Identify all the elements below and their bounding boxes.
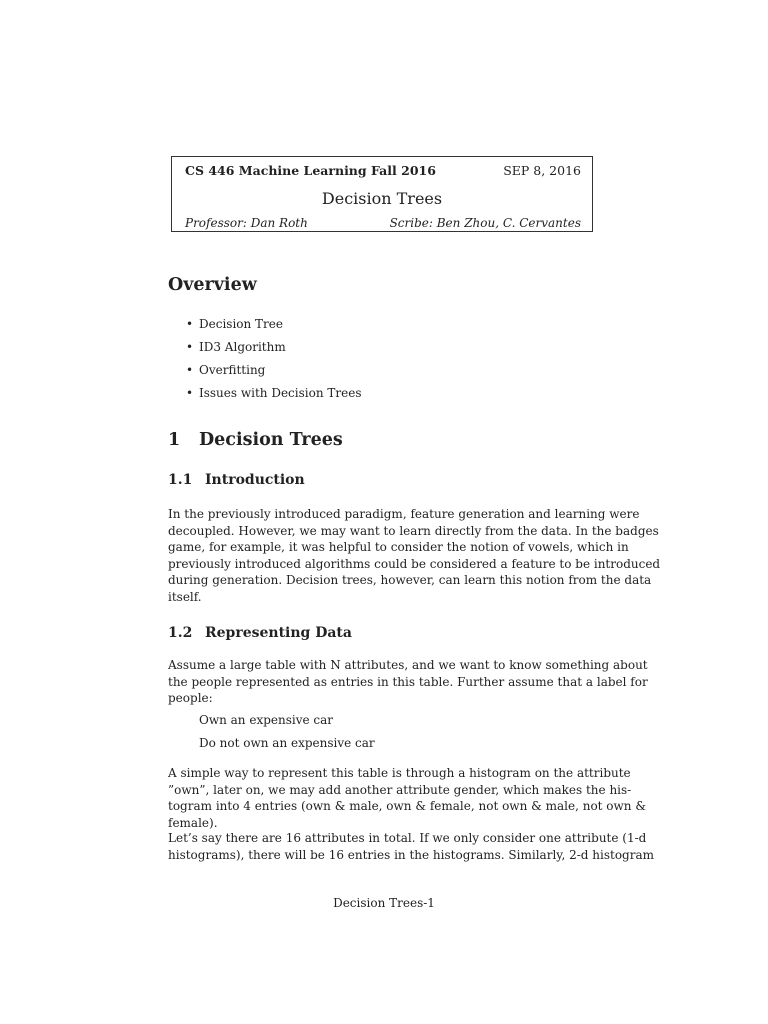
subsection-heading-introduction: 1.1 Introduction bbox=[168, 472, 305, 488]
course-title: CS 446 Machine Learning Fall 2016 bbox=[185, 163, 436, 178]
label-own: Own an expensive car bbox=[199, 713, 334, 727]
lecture-header-box bbox=[171, 156, 593, 232]
representing-data-paragraph: Assume a large table with N attributes, and we want to know something about the people represented as entries in this table. Further assume that a label for people: bbox=[168, 658, 648, 705]
attributes-paragraph: Let’s say there are 16 attributes in total. If we only consider one attribute (1-d histograms), there will be 16 entries in the histograms. Similarly, 2-d histogram bbox=[168, 831, 654, 862]
scribe-names: Scribe: Ben Zhou, C. Cervantes bbox=[389, 216, 581, 230]
page-footer: Decision Trees-1 bbox=[333, 896, 435, 910]
professor-name: Professor: Dan Roth bbox=[185, 216, 308, 230]
overview-list bbox=[186, 316, 361, 408]
overview-heading: Overview bbox=[168, 275, 257, 295]
list-item: • Overfitting bbox=[186, 363, 266, 377]
bullet-icon: • bbox=[186, 363, 194, 377]
bullet-icon: • bbox=[186, 386, 194, 400]
lecture-title: Decision Trees bbox=[321, 189, 443, 208]
list-item: • Decision Tree bbox=[186, 317, 283, 331]
subsection-heading-representing-data: 1.2 Representing Data bbox=[168, 625, 352, 641]
section-heading bbox=[168, 430, 343, 450]
bullet-icon: • bbox=[186, 340, 194, 354]
introduction-paragraph: In the previously introduced paradigm, feature generation and learning were decoupled. However, we may want to learn directly from the data. In the badges game, for example, it was helpful to consider the notion of vowels, which in previously introduced algorithms could be considered a feature to be introduced during generation. Decision trees, however, can learn this notion from the data itself. bbox=[168, 507, 661, 604]
label-not-own: Do not own an expensive car bbox=[199, 736, 375, 750]
section-title: Decision Trees bbox=[199, 430, 343, 450]
histogram-paragraph: A simple way to represent this table is through a histogram on the attribute ”own”, later on, we may add another attribute gender, which makes the his- togram into 4 entries (own & male, own & female, not own & male, not own & female). bbox=[168, 766, 647, 830]
section-number: 1 bbox=[168, 430, 181, 450]
list-item: • Issues with Decision Trees bbox=[186, 386, 362, 400]
bullet-icon: • bbox=[186, 317, 194, 331]
list-item: • ID3 Algorithm bbox=[186, 340, 286, 354]
lecture-date: SEP 8, 2016 bbox=[503, 163, 581, 178]
